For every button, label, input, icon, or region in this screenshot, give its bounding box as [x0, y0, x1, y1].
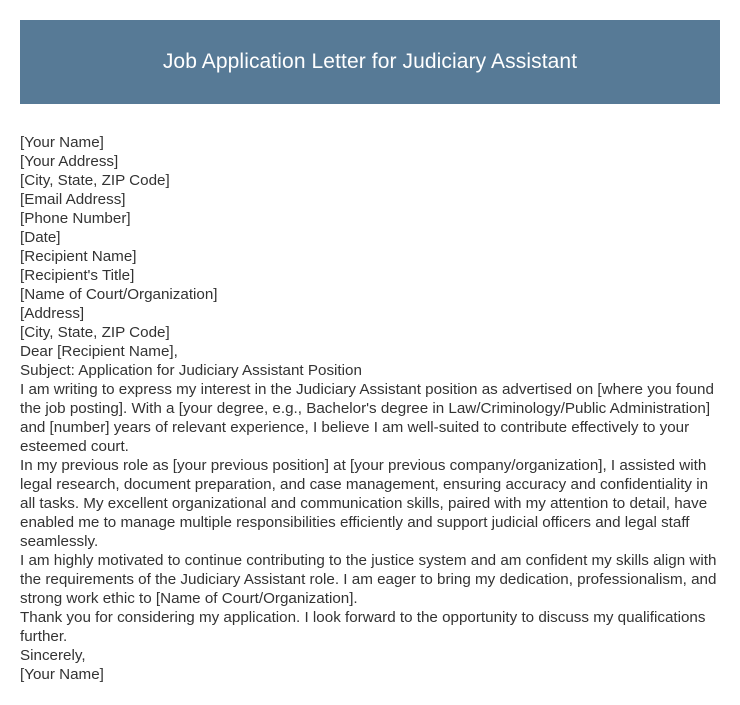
salutation: Dear [Recipient Name], — [20, 343, 178, 360]
page-title: Job Application Letter for Judiciary Assistant — [162, 50, 578, 73]
paragraph-experience: In my previous role as [your previous position] at [your previous company/organization], I assisted with legal research, document preparation, and case management, ensuring accuracy and confidentiality in all tasks. My excellent organizational and communication skills, paired with my attention to detail, have enabled me to manage multiple responsibilities efficiently and support judicial officers and legal staff seamlessly. — [20, 457, 709, 550]
recipient-city: [City, State, ZIP Code] — [20, 324, 170, 341]
paragraph-motivation: I am highly motivated to continue contributing to the justice system and am confident my skills align with the requirements of the Judiciary Assistant role. I am eager to bring my dedication, professionalism, and strong work ethic to [Name of Court/Organization]. — [20, 552, 717, 607]
letter-body — [20, 133, 722, 684]
paragraph-thanks: Thank you for considering my application. I look forward to the opportunity to discuss my qualifications further. — [20, 609, 706, 645]
signature-name: [Your Name] — [20, 666, 104, 683]
recipient-name: [Recipient Name] — [20, 248, 137, 265]
header-banner — [20, 20, 720, 104]
sender-name: [Your Name] — [20, 134, 104, 151]
closing: Sincerely, — [20, 647, 86, 664]
subject-line: Subject: Application for Judiciary Assistant Position — [20, 362, 362, 379]
letter-date: [Date] — [20, 229, 61, 246]
recipient-address: [Address] — [20, 305, 85, 322]
sender-address: [Your Address] — [20, 153, 119, 170]
sender-email: [Email Address] — [20, 191, 126, 208]
recipient-organization: [Name of Court/Organization] — [20, 286, 218, 303]
sender-phone: [Phone Number] — [20, 210, 131, 227]
sender-city: [City, State, ZIP Code] — [20, 172, 170, 189]
paragraph-interest: I am writing to express my interest in the Judiciary Assistant position as advertised on [where you found the job posting]. With a [your degree, e.g., Bachelor's degree in Law/Criminology/Public Administration] and [number] years of relevant experience, I believe I am well-suited to contribute effectively to your esteemed court. — [20, 381, 714, 455]
recipient-title: [Recipient's Title] — [20, 267, 135, 284]
